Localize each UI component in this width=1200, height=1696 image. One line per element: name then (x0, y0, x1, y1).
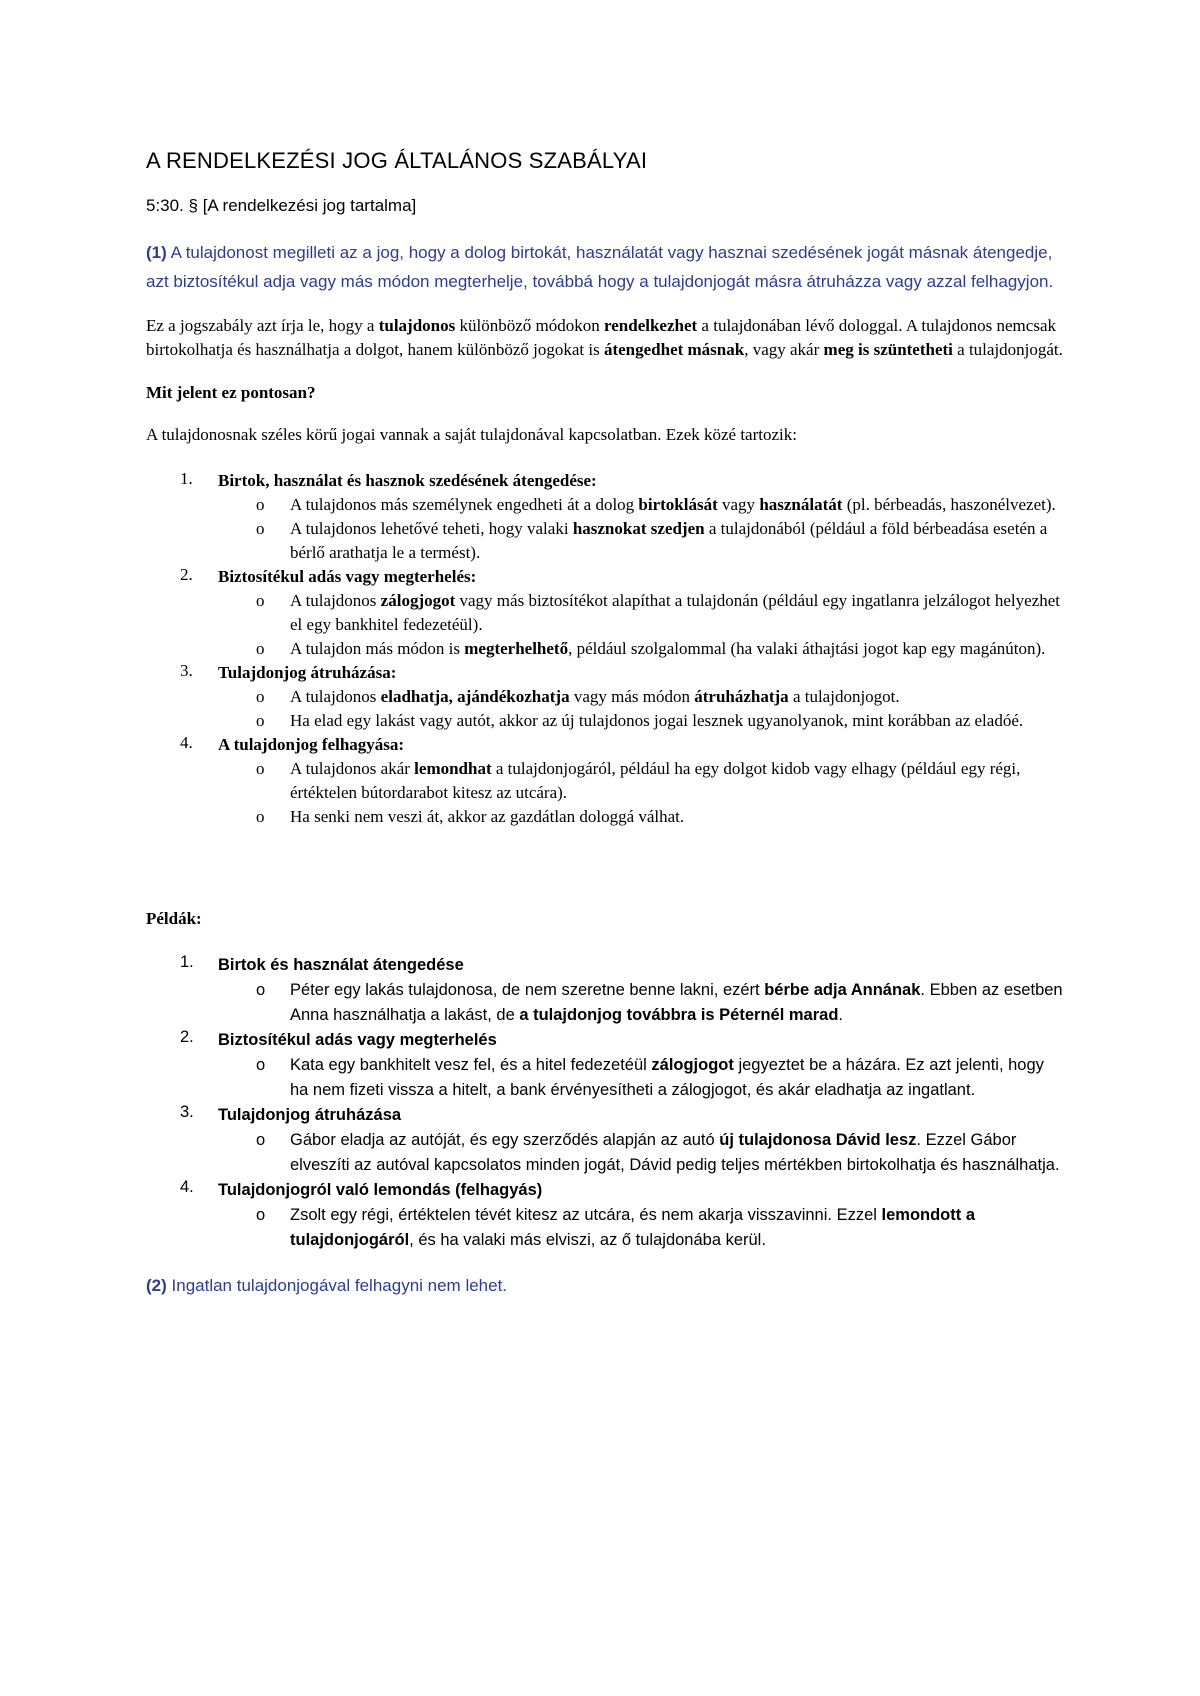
subheading-examples: Példák: (146, 908, 202, 928)
intro-bold: átengedhet másnak (603, 339, 745, 359)
bold-text: megterhelhető (464, 638, 569, 658)
bold-text: zálogjogot (380, 590, 456, 610)
law-paragraph-1 (146, 238, 1066, 296)
bold-text: új tulajdonosa Dávid lesz (719, 1130, 917, 1149)
intro-bold: rendelkezhet (604, 316, 698, 335)
list-item-heading: Tulajdonjog átruházása: (218, 662, 397, 682)
text: Ha senki nem veszi át, akkor az gazdátlan dologgá válhat. (290, 806, 685, 826)
law-paragraph-2-number: (2) (146, 1275, 167, 1295)
document-title: A RENDELKEZÉSI JOG ÁLTALÁNOS SZABÁLYAI (146, 148, 648, 173)
text: a tulajdonjogáról, például ha egy dolgot kidob vagy elhagy (például egy régi, értéktelen bútordarabot kitesz az utcára). (290, 758, 1021, 802)
list-item (146, 661, 1066, 733)
text: (pl. bérbeadás, haszonélvezet). (842, 494, 1056, 514)
list-item (146, 1103, 1066, 1178)
text: . (838, 1005, 843, 1024)
list-item (146, 733, 1066, 829)
list-item (146, 1028, 1066, 1103)
bold-text: hasznokat szedjen (572, 518, 705, 538)
intro-text: a tulajdonában lévő dologgal. A tulajdonos nemcsak birtokolhatja és használhatja a dolgot, hanem különböző jogokat is (146, 316, 1056, 359)
bullet-icon: o (256, 1130, 266, 1149)
bullet-icon: o (256, 1205, 266, 1224)
text: A tulajdon más módon is (290, 638, 465, 658)
intro-text: Ez a jogszabály azt írja le, hogy a (146, 316, 379, 335)
list-item (146, 565, 1066, 661)
section-heading: 5:30. § [A rendelkezési jog tartalma] (146, 196, 417, 215)
list-item (146, 1178, 1066, 1253)
bold-text: lemondott a tulajdonjogáról (290, 1205, 976, 1249)
text: A tulajdonos lehetővé teheti, hogy valaki (290, 518, 573, 538)
sub-list-item (218, 709, 1066, 733)
document-page (146, 140, 1066, 1318)
list-item-heading: Tulajdonjogról való lemondás (felhagyás) (218, 1180, 543, 1199)
sub-list (218, 1053, 1066, 1103)
text: vagy más módon (569, 686, 695, 706)
law-paragraph-1-number: (1) (146, 243, 167, 262)
text: a tulajdonjogot. (788, 686, 900, 706)
bullet-icon: o (256, 710, 265, 730)
text: vagy más biztosítékot alapíthat a tulajdonán (például egy ingatlanra jelzálogot helyezhet el egy bankhitel fedezetéül). (290, 590, 1060, 634)
text: . Ezzel Gábor elveszíti az autóval kapcsolatos minden jogát, Dávid pedig teljes mértékben birtokolhatja és használhatja. (290, 1130, 1060, 1174)
list-item-heading: Biztosítékul adás vagy megterhelés: (218, 566, 477, 586)
text: Zsolt egy régi, értéktelen tévét kitesz az utcára, és nem akarja visszavinni. Ezzel (290, 1205, 882, 1224)
text: A tulajdonos más személynek engedheti át a dolog (290, 494, 639, 514)
examples-list (146, 953, 1066, 1253)
intro-paragraph (146, 314, 1066, 361)
list-number: 3. (180, 660, 193, 680)
bold-text: bérbe adja Annának (764, 980, 921, 999)
text: Péter egy lakás tulajdonosa, de nem szeretne benne lakni, ezért (290, 980, 765, 999)
sub-list-item (218, 1053, 1066, 1103)
intro-bold: meg is szüntetheti (823, 339, 953, 359)
bullet-icon: o (256, 494, 265, 514)
bold-text: eladhatja, ajándékozhatja (380, 686, 570, 706)
list-number: 4. (180, 1177, 194, 1196)
bullet-icon: o (256, 638, 265, 658)
sub-list-item (218, 978, 1066, 1028)
list-item-heading: Birtok és használat átengedése (218, 955, 464, 974)
bold-text: lemondhat (414, 758, 492, 778)
list-number: 1. (180, 952, 194, 971)
list-item-heading: A tulajdonjog felhagyása: (218, 734, 405, 754)
bold-text: zálogjogot (651, 1055, 734, 1074)
bullet-icon: o (256, 1055, 266, 1074)
bullet-icon: o (256, 686, 265, 706)
text: , és ha valaki más elviszi, az ő tulajdonába kerül. (409, 1230, 766, 1249)
sub-list-item (218, 517, 1066, 565)
sub-list (218, 685, 1066, 733)
law-paragraph-2-text: Ingatlan tulajdonjogával felhagyni nem lehet. (171, 1275, 508, 1295)
sub-list (218, 757, 1066, 829)
spacer (146, 829, 1066, 909)
sub-list (218, 1203, 1066, 1253)
bold-text: birtoklását (638, 494, 718, 514)
sub-list-item (218, 589, 1066, 637)
list-item (146, 469, 1066, 565)
list-item-heading: Biztosítékul adás vagy megterhelés (218, 1030, 497, 1049)
sub-list-item (218, 1128, 1066, 1178)
sub-list-item (218, 805, 1066, 829)
sub-list (218, 978, 1066, 1028)
text: . Ebben az esetben Anna használhatja a lakást, de (290, 980, 1063, 1024)
rights-list (146, 469, 1066, 829)
list-number: 1. (180, 468, 193, 488)
bold-text: használatát (759, 494, 843, 514)
intro-bold: tulajdonos (378, 316, 456, 335)
text: Gábor eladja az autóját, és egy szerződés alapján az autó (290, 1130, 720, 1149)
intro-text: , vagy akár (744, 339, 824, 359)
bullet-icon: o (256, 980, 266, 999)
sub-list-item (218, 493, 1066, 517)
sub-list-item (218, 757, 1066, 805)
list-number: 4. (180, 732, 193, 752)
sub-list (218, 589, 1066, 661)
list-number: 2. (180, 564, 193, 584)
text: A tulajdonos akár (290, 758, 415, 778)
bullet-icon: o (256, 758, 265, 778)
text: A tulajdonos (290, 590, 381, 610)
text: Ha elad egy lakást vagy autót, akkor az új tulajdonos jogai lesznek ugyanolyanok, mint korábban az eladóé. (290, 710, 1024, 730)
text: , például szolgalommal (ha valaki áthajtási jogot kap egy magánúton). (568, 638, 1046, 658)
text: jegyeztet be a házára. Ez azt jelenti, hogy ha nem fizeti vissza a hitelt, a bank érvényesítheti a zálogjogot, és akár eladhatja az ingatlant. (290, 1055, 1044, 1099)
text: Kata egy bankhitelt vesz fel, és a hitel fedezetéül (290, 1055, 652, 1074)
sub-list-item (218, 685, 1066, 709)
sub-list (218, 1128, 1066, 1178)
law-paragraph-1-text: A tulajdonost megilleti az a jog, hogy a dolog birtokát, használatát vagy hasznai szedésének jogát másnak átengedje, azt biztosítékul adja vagy más módon megterhelje, továbbá hogy a tulajdonjogát másra átruházza vagy azzal felhagyjon. (146, 243, 1054, 291)
bullet-icon: o (256, 590, 265, 610)
text: a tulajdonából (például a föld bérbeadása esetén a bérlő arathatja le a termést). (290, 518, 1048, 562)
list-item-heading: Birtok, használat és hasznok szedésének átengedése: (218, 470, 597, 490)
bold-text: a tulajdonjog továbbra is Péternél marad (519, 1005, 839, 1024)
sub-list (218, 493, 1066, 565)
text: vagy (717, 494, 760, 514)
bold-text: átruházhatja (694, 686, 789, 706)
intro-text: különböző módokon (455, 316, 604, 335)
rights-intro-paragraph: A tulajdonosnak széles körű jogai vannak a saját tulajdonával kapcsolatban. Ezek közé tartozik: (146, 425, 797, 444)
sub-list-item (218, 1203, 1066, 1253)
list-item-heading: Tulajdonjog átruházása (218, 1105, 402, 1124)
law-paragraph-2 (146, 1271, 1066, 1300)
list-item (146, 953, 1066, 1028)
bullet-icon: o (256, 518, 265, 538)
bullet-icon: o (256, 806, 265, 826)
list-number: 3. (180, 1102, 194, 1121)
intro-text: a tulajdonjogát. (952, 339, 1063, 359)
subheading-meaning: Mit jelent ez pontosan? (146, 383, 316, 402)
sub-list-item (218, 637, 1066, 661)
list-number: 2. (180, 1027, 194, 1046)
text: A tulajdonos (290, 686, 381, 706)
